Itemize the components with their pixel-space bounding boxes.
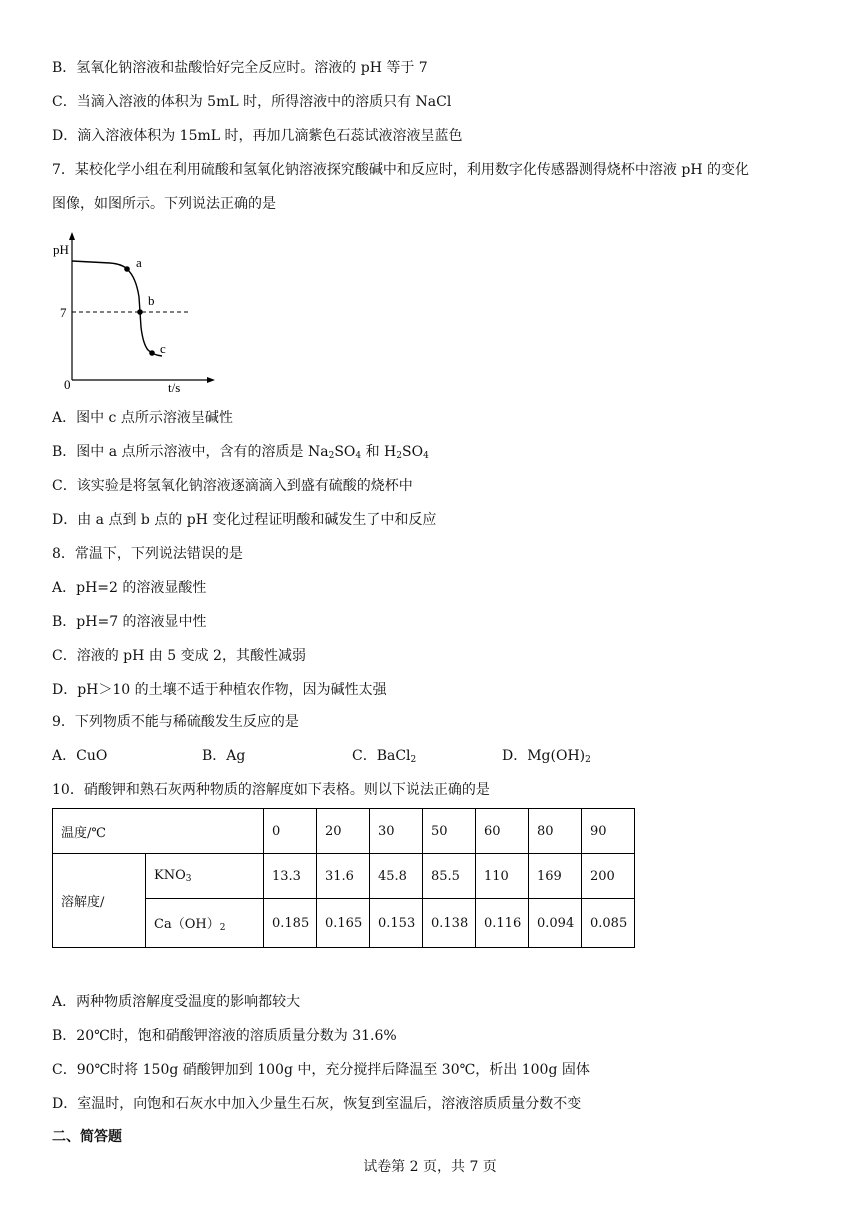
y-axis-label: pH [53, 242, 69, 257]
section-title: 二、简答题 [52, 1129, 122, 1145]
point-b [137, 309, 143, 315]
table-row-temperature [53, 809, 635, 854]
q8-stem: 8．常温下，下列说法错误的是 [52, 546, 243, 562]
q10-option-b: B．20℃时，饱和硝酸钾溶液的溶质质量分数为 31.6% [52, 1028, 397, 1044]
q10-stem: 10．硝酸钾和熟石灰两种物质的溶解度如下表格。则以下说法正确的是 [52, 782, 490, 798]
temp-cell: 0 [264, 809, 317, 854]
point-b-label: b [148, 293, 155, 308]
temp-cell: 50 [423, 809, 476, 854]
q9-stem: 9．下列物质不能与稀硫酸发生反应的是 [52, 714, 299, 730]
temp-cell: 60 [476, 809, 529, 854]
solubility-header: 溶解度/ [53, 854, 146, 948]
ph-curve [72, 261, 162, 356]
q9-option-d: D．$Mg(OH)_2$ [502, 748, 591, 765]
q7-option-a: A．图中 c 点所示溶液呈碱性 [52, 410, 233, 426]
kno3-cell: 31.6 [317, 854, 370, 899]
caoh2-cell: 0.185 [264, 899, 317, 948]
caoh2-cell: 0.153 [370, 899, 423, 948]
page-footer: 试卷第 2 页，共 7 页 [363, 1159, 497, 1175]
kno3-cell: 13.3 [264, 854, 317, 899]
kno3-cell: 45.8 [370, 854, 423, 899]
temp-cell: 20 [317, 809, 370, 854]
kno3-label: $KNO_3$ [146, 854, 264, 899]
table-row-kno3 [53, 854, 635, 899]
kno3-cell: 110 [476, 854, 529, 899]
caoh2-cell: 0.085 [582, 899, 635, 948]
caoh2-cell: 0.116 [476, 899, 529, 948]
x-axis-arrow [207, 377, 215, 383]
q6-option-b: B．氢氧化钠溶液和盐酸恰好完全反应时。溶液的 pH 等于 7 [52, 60, 428, 76]
q8-option-c: C．溶液的 pH 由 5 变成 2，其酸性减弱 [52, 648, 306, 664]
q10-option-d: D．室温时，向饱和石灰水中加入少量生石灰，恢复到室温后，溶液溶质质量分数不变 [52, 1096, 582, 1112]
q8-option-a: A．pH=2 的溶液显酸性 [52, 580, 207, 596]
q8-option-d: D．pH＞10 的土壤不适于种植农作物，因为碱性太强 [52, 682, 387, 698]
caoh2-label: $Ca(OH)_2$ [146, 899, 264, 948]
q7-option-b: B．图中 a 点所示溶液中，含有的溶质是 $Na_2SO_4$ 和 $H_2SO_4$ [52, 444, 429, 461]
q9-option-a: A．CuO [52, 748, 108, 764]
temp-cell: 90 [582, 809, 635, 854]
x-axis-label: t/s [168, 380, 181, 395]
point-c-label: c [160, 341, 166, 356]
origin-label: 0 [64, 377, 71, 392]
q9-option-c: C．BaCl$_2$ [352, 748, 417, 765]
q7-stem-line1: 7．某校化学小组在利用硫酸和氢氧化钠溶液探究酸碱中和反应时，利用数字化传感器测得烧杯中溶液 pH 的变化 [52, 162, 749, 178]
kno3-cell: 169 [529, 854, 582, 899]
q7-option-c: C．该实验是将氢氧化钠溶液逐滴滴入到盛有硫酸的烧杯中 [52, 478, 413, 494]
kno3-cell: 200 [582, 854, 635, 899]
y-tick-7: 7 [60, 305, 67, 320]
q8-option-b: B．pH=7 的溶液显中性 [52, 614, 207, 630]
temp-header: 温度/℃ [53, 809, 264, 854]
temp-cell: 80 [529, 809, 582, 854]
point-a [124, 266, 130, 272]
y-axis-arrow [69, 232, 75, 240]
point-a-label: a [136, 255, 142, 270]
q10-option-a: A．两种物质溶解度受温度的影响都较大 [52, 994, 301, 1010]
ph-chart [50, 232, 220, 397]
caoh2-cell: 0.094 [529, 899, 582, 948]
caoh2-cell: 0.165 [317, 899, 370, 948]
q9-option-b: B．Ag [202, 748, 246, 764]
caoh2-cell: 0.138 [423, 899, 476, 948]
point-c [149, 350, 155, 356]
q6-option-d: D．滴入溶液体积为 15mL 时，再加几滴紫色石蕊试液溶液呈蓝色 [52, 128, 463, 144]
q7-stem-line2: 图像，如图所示。下列说法正确的是 [52, 196, 276, 212]
q7-option-d: D．由 a 点到 b 点的 pH 变化过程证明酸和碱发生了中和反应 [52, 512, 437, 528]
solubility-table [52, 808, 635, 948]
temp-cell: 30 [370, 809, 423, 854]
q6-option-c: C．当滴入溶液的体积为 5mL 时，所得溶液中的溶质只有 NaCl [52, 94, 452, 110]
kno3-cell: 85.5 [423, 854, 476, 899]
q10-option-c: C．90℃时将 150g 硝酸钾加到 100g 中，充分搅拌后降温至 30℃，析出 100g 固体 [52, 1062, 590, 1078]
